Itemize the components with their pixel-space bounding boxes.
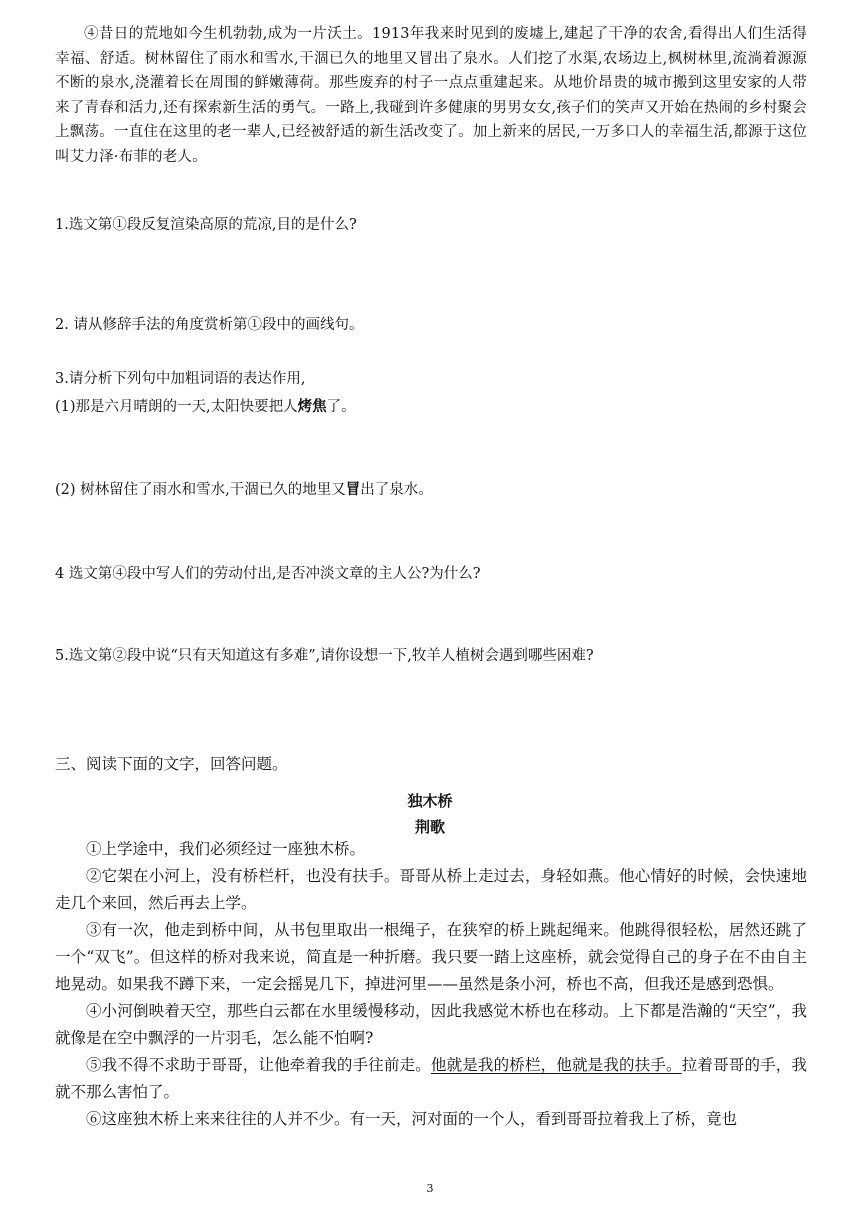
story-paragraph-5 xyxy=(55,1052,807,1106)
story-paragraph-1: ①上学途中，我们必须经过一座独木桥。 xyxy=(86,840,366,858)
q3-2-bold-word: 冒 xyxy=(345,481,361,498)
question-5: 5.选文第②段中说“只有天知道这有多难”,请你设想一下,牧羊人植树会遇到哪些困难? xyxy=(55,648,594,664)
story-title: 独木桥 xyxy=(407,792,453,810)
p5-text-post: 拉着哥哥的手，我就不那么害怕了。 xyxy=(55,1056,807,1101)
section-3-heading: 三、阅读下面的文字，回答问题。 xyxy=(55,755,288,773)
story-paragraph-3: ③有一次，他走到桥中间，从书包里取出一根绳子，在狭窄的桥上跳起绳来。他跳得很轻松，居然还跳了一个“双飞”。但这样的桥对我来说，简直是一种折磨。我只要一踏上这座桥，就会觉得自己的身子在不由自主地晃动。如果我不蹲下来，一定会摇晃几下，掉进河里——虽然是条小河，桥也不高，但我还是感到恐惧。 xyxy=(55,921,807,993)
p5-text-pre: ⑤我不得不求助于哥哥，让他牵着我的手往前走。 xyxy=(86,1056,431,1074)
story-paragraph-6: ⑥这座独木桥上来来往往的人并不少。有一天，河对面的一个人，看到哥哥拉着我上了桥，竟也 xyxy=(86,1110,738,1128)
question-1: 1.选文第①段反复渲染高原的荒凉,目的是什么? xyxy=(55,217,357,233)
story-paragraph-2: ②它架在小河上，没有桥栏杆，也没有扶手。哥哥从桥上走过去，身轻如燕。他心情好的时候，会快速地走几个来回，然后再去上学。 xyxy=(55,867,807,912)
passage-paragraph-4: ④昔日的荒地如今生机勃勃,成为一片沃土。1913年我来时见到的废墟上,建起了干净的农舍,看得出人们生活得幸福、舒适。树林留住了雨水和雪水,干涸已久的地里又冒出了泉水。人们挖了水渠,农场边上,枫树林里,流淌着源源不断的泉水,浇灌着长在周围的鲜嫩薄荷。那些废弃的村子一点点重建起来。从地价昂贵的城市搬到这里安家的人带来了青春和活力,还有探索新生活的勇气。一路上,我碰到许多健康的男男女女,孩子们的笑声又开始在热闹的乡村聚会上飘荡。一直住在这里的老一辈人,已经被舒适的新生活改变了。加上新来的居民,一万多口人的幸福生活,都源于这位叫艾力泽·布菲的老人。 xyxy=(55,26,807,165)
story-author: 荆歌 xyxy=(414,818,445,836)
q3-1-text-pre: (1)那是六月晴朗的一天,太阳快要把人 xyxy=(55,399,298,415)
question-2: 2. 请从修辞手法的角度赏析第①段中的画线句。 xyxy=(55,317,364,333)
p5-underlined-sentence: 他就是我的桥栏，他就是我的扶手。 xyxy=(430,1056,682,1074)
page-number: 3 xyxy=(426,1182,434,1195)
q3-2-text-post: 出了泉水。 xyxy=(360,482,433,498)
question-3-title: 3.请分析下列句中加粗词语的表达作用, xyxy=(55,371,306,387)
question-3-item-1 xyxy=(55,396,815,418)
q3-1-text-post: 了。 xyxy=(326,399,356,415)
story-body xyxy=(55,836,807,1133)
story-paragraph-4: ④小河倒映着天空，那些白云都在水里缓慢移动，因此我感觉木桥也在移动。上下都是浩瀚的“天空”，我就像是在空中飘浮的一片羽毛，怎么能不怕啊? xyxy=(55,1002,807,1047)
q3-1-bold-word: 烤焦 xyxy=(297,398,327,415)
question-4: 4 选文第④段中写人们的劳动付出,是否冲淡文章的主人公?为什么? xyxy=(55,566,481,582)
q3-2-text-pre: (2) 树林留住了雨水和雪水,干涸已久的地里又 xyxy=(55,482,346,498)
question-3-item-2 xyxy=(55,479,815,501)
